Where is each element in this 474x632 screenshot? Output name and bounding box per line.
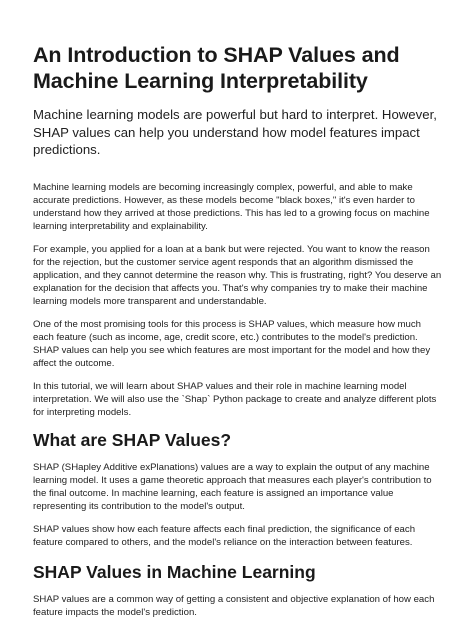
what-paragraph-1: SHAP (SHapley Additive exPlanations) values are a way to explain the output of any machine learning model. It uses a game theoretic approach that measures each player's contribution to the final outcome. In machine learning, each feature is assigned an importance value representing its contribution to the model's output. (33, 461, 432, 512)
intro-paragraph-1: Machine learning models are becoming increasingly complex, powerful, and able to make accurate predictions. However, as these models become "black boxes," it's even harder to understand how they arrived at those predictions. This has led to a growing focus on machine learning interpretability and explainability. (33, 181, 430, 232)
intro-paragraph-2: For example, you applied for a loan at a bank but were rejected. You want to know the reason for the rejection, but the customer service agent responds that an algorithm dismissed the application, and they cannot determine the reason why. This is frustrating, right? You deserve an explanation for the decision that affects you. That's why companies try to make their machine learning models more transparent and understandable. (33, 243, 442, 307)
page-title: An Introduction to SHAP Values and Machine Learning Interpretability (33, 43, 400, 93)
intro-paragraph-4: In this tutorial, we will learn about SHAP values and their role in machine learning model interpretation. We will also use the `Shap` Python package to create and analyze different plots for interpreting models. (33, 380, 437, 418)
intro-paragraph-3: One of the most promising tools for this process is SHAP values, which measure how much each feature (such as income, age, credit score, etc.) contributes to the model's prediction. SHAP values can help you see which features are most important for the model and how they affect the outcome. (33, 318, 431, 369)
ml-paragraph-1: SHAP values are a common way of getting a consistent and objective explanation of how each feature impacts the model's prediction. (33, 593, 435, 618)
section-heading-what-are-shap: What are SHAP Values? (33, 429, 232, 450)
article-body (33, 181, 442, 619)
section-heading-shap-in-ml: SHAP Values in Machine Learning (33, 561, 316, 582)
page-subtitle: Machine learning models are powerful but hard to interpret. However, SHAP values can help you understand how model features impact predictions. (33, 107, 437, 157)
what-paragraph-2: SHAP values show how each feature affects each final prediction, the significance of each feature compared to others, and the model's reliance on the interaction between features. (33, 523, 416, 548)
